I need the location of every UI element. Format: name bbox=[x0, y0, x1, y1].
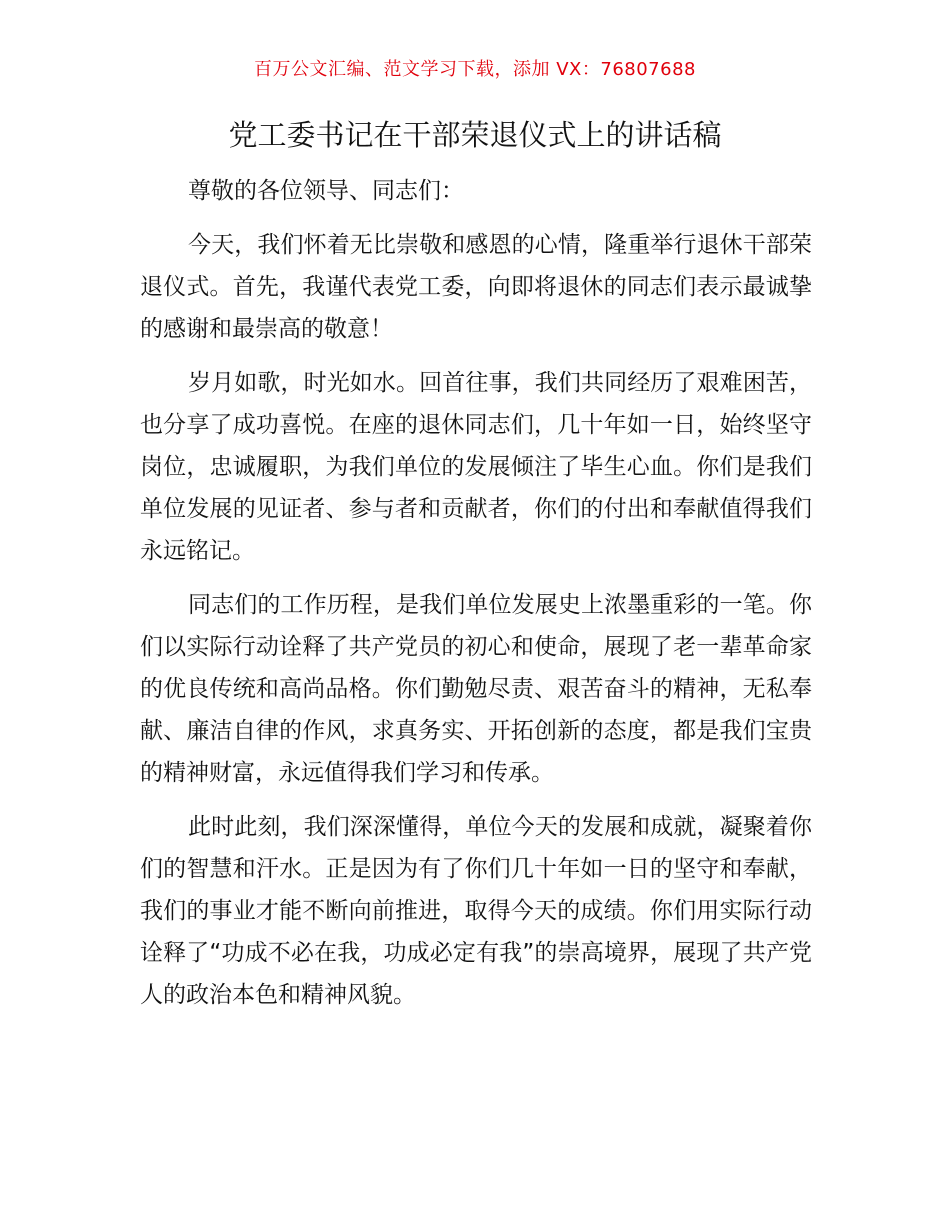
paragraph-1: 今天，我们怀着无比崇敬和感恩的心情，隆重举行退休干部荣退仪式。首先，我谨代表党工委，向即将退休的同志们表示最诚挚的感谢和最崇高的敬意！ bbox=[140, 232, 812, 342]
document-body bbox=[140, 170, 812, 1028]
document-title: 党工委书记在干部荣退仪式上的讲话稿 bbox=[228, 118, 722, 152]
paragraph-3: 同志们的工作历程，是我们单位发展史上浓墨重彩的一笔。你们以实际行动诠释了共产党员的初心和使命，展现了老一辈革命家的优良传统和高尚品格。你们勤勉尽责、艰苦奋斗的精神，无私奉献、廉洁自律的作风，求真务实、开拓创新的态度，都是我们宝贵的精神财富，永远值得我们学习和传承。 bbox=[140, 592, 812, 786]
paragraph-4: 此时此刻，我们深深懂得，单位今天的发展和成就，凝聚着你们的智慧和汗水。正是因为有了你们几十年如一日的坚守和奉献，我们的事业才能不断向前推进，取得今天的成绩。你们用实际行动诠释了“功成不必在我，功成必定有我”的崇高境界，展现了共产党人的政治本色和精神风貌。 bbox=[140, 814, 812, 1008]
header-watermark-note: 百万公文汇编、范文学习下载，添加 VX：76807688 bbox=[254, 59, 696, 80]
salutation: 尊敬的各位领导、同志们： bbox=[188, 178, 464, 204]
paragraph-2: 岁月如歌，时光如水。回首往事，我们共同经历了艰难困苦，也分享了成功喜悦。在座的退休同志们，几十年如一日，始终坚守岗位，忠诚履职，为我们单位的发展倾注了毕生心血。你们是我们单位发展的见证者、参与者和贡献者，你们的付出和奉献值得我们永远铭记。 bbox=[140, 370, 812, 564]
